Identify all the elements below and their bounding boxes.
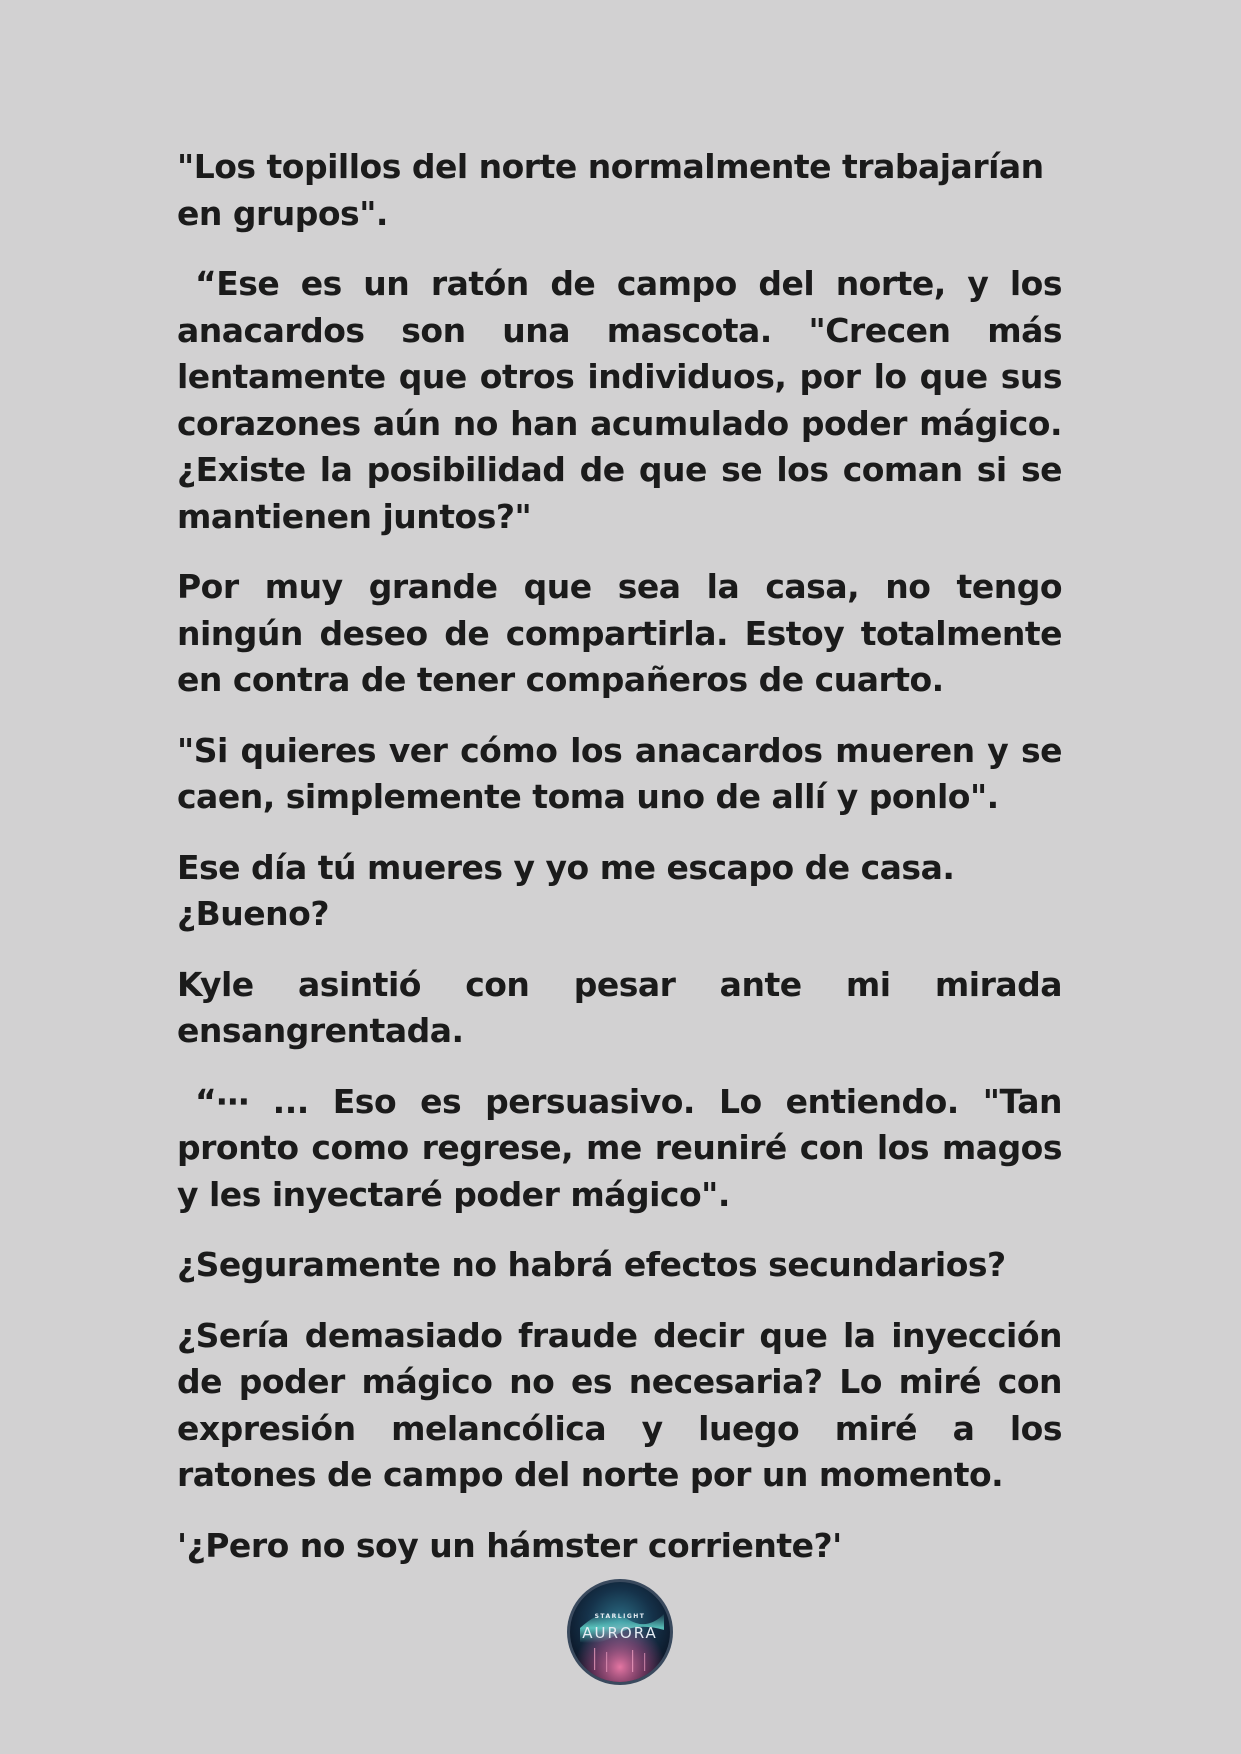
paragraph-8: ¿Seguramente no habrá efectos secundarios? [177, 1245, 1006, 1284]
paragraph-1: "Los topillos del norte normalmente trabajarían en grupos". [177, 147, 1044, 233]
paragraph-7: “⋯ ... Eso es persuasivo. Lo entiendo. "Tan pronto como regrese, me reuniré con los magos y les inyectaré poder mágico". [177, 1081, 1062, 1214]
logo-main-text: AURORA [582, 1624, 658, 1642]
paragraph-6: Kyle asintió con pesar ante mi mirada ensangrentada. [177, 964, 1062, 1050]
paragraph-2: “Ese es un ratón de campo del norte, y los anacardos son una mascota. "Crecen más lentamente que otros individuos, por lo que sus corazones aún no han acumulado poder mágico. ¿Existe la posibilidad de que se los coman si se mantienen juntos?" [177, 264, 1062, 536]
paragraph-4: "Si quieres ver cómo los anacardos mueren y se caen, simplemente toma uno de allí y ponlo". [177, 730, 1062, 816]
paragraph-3: Por muy grande que sea la casa, no tengo ningún deseo de compartirla. Estoy totalmente en contra de tener compañeros de cuarto. [177, 567, 1062, 699]
paragraph-9: ¿Sería demasiado fraude decir que la inyección de poder mágico no es necesaria? Lo miré con expresión melancólica y luego miré a los ratones de campo del norte por un momento. [177, 1315, 1062, 1494]
story-text [177, 144, 1062, 1593]
paragraph-10: '¿Pero no soy un hámster corriente?' [177, 1525, 842, 1565]
paragraph-5: Ese día tú mueres y yo me escapo de casa. ¿Bueno? [177, 847, 955, 933]
logo-top-text: STARLIGHT [594, 1613, 646, 1620]
aurora-logo [566, 1578, 674, 1686]
